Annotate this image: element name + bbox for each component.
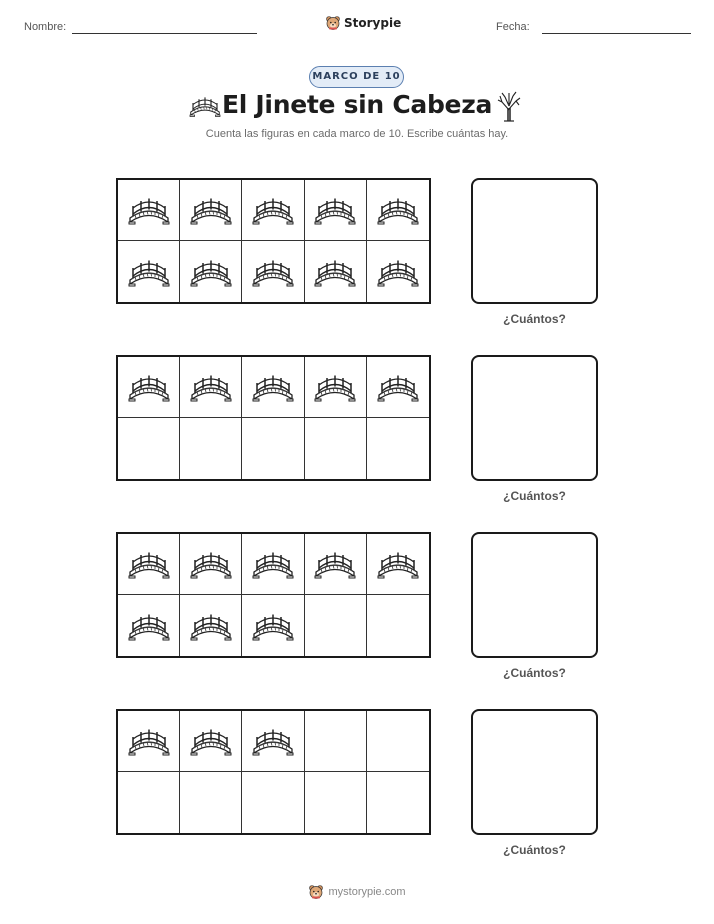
ten-frame-cell <box>118 772 180 833</box>
ten-frame-cell <box>118 534 180 595</box>
ten-frame-cell <box>305 180 367 241</box>
ten-frame-cell <box>118 418 180 479</box>
ten-frame-cell <box>367 241 429 302</box>
bridge-icon <box>251 548 295 580</box>
date-field[interactable] <box>542 33 691 34</box>
bridge-icon <box>251 256 295 288</box>
bridge-icon <box>127 371 171 403</box>
bridge-icon <box>251 194 295 226</box>
ten-frame-cell <box>118 241 180 302</box>
name-field[interactable] <box>72 33 257 34</box>
bridge-icon <box>189 256 233 288</box>
ten-frame-cell <box>305 418 367 479</box>
ten-frame-cell <box>367 595 429 656</box>
bridge-icon <box>127 548 171 580</box>
ten-frame-cell <box>118 711 180 772</box>
ten-frame-cell <box>242 241 304 302</box>
brand-logo <box>325 13 401 33</box>
bridge-icon <box>376 371 420 403</box>
bridge-icon <box>127 610 171 642</box>
ten-frame-cell <box>305 772 367 833</box>
ten-frame-cell <box>180 241 242 302</box>
bridge-icon <box>251 371 295 403</box>
footer <box>0 884 714 900</box>
ten-frame-cell <box>367 418 429 479</box>
brand-name: Storypie <box>344 16 402 30</box>
bridge-icon <box>189 548 233 580</box>
ten-frame-cell <box>180 711 242 772</box>
ten-frame-cell <box>367 534 429 595</box>
bridge-icon <box>127 256 171 288</box>
answer-label: ¿Cuántos? <box>503 489 566 503</box>
bear-mascot-icon <box>325 15 341 31</box>
bridge-icon <box>251 610 295 642</box>
tree-icon <box>494 90 524 122</box>
ten-frame-cell <box>180 357 242 418</box>
answer-box-2[interactable] <box>471 355 598 481</box>
ten-frame-cell <box>305 534 367 595</box>
ten-frame-3 <box>116 532 431 658</box>
ten-frame-cell <box>242 595 304 656</box>
bridge-icon <box>189 371 233 403</box>
bridge-icon <box>189 610 233 642</box>
ten-frame-cell <box>180 180 242 241</box>
bear-mascot-icon <box>308 884 324 900</box>
answer-box-1[interactable] <box>471 178 598 304</box>
ten-frame-cell <box>305 711 367 772</box>
ten-frame-2 <box>116 355 431 481</box>
ten-frame-cell <box>305 241 367 302</box>
footer-url: mystorypie.com <box>328 886 406 898</box>
bridge-icon <box>376 256 420 288</box>
ten-frame-cell <box>305 595 367 656</box>
ten-frame-cell <box>242 711 304 772</box>
bridge-icon <box>376 548 420 580</box>
bridge-icon <box>313 256 357 288</box>
ten-frame-4 <box>116 709 431 835</box>
bridge-icon <box>313 548 357 580</box>
answer-label: ¿Cuántos? <box>503 312 566 326</box>
date-label: Fecha: <box>496 21 530 33</box>
answer-label: ¿Cuántos? <box>503 666 566 680</box>
ten-frame-cell <box>305 357 367 418</box>
ten-frame-1 <box>116 178 431 304</box>
bridge-icon <box>313 194 357 226</box>
ten-frame-cell <box>367 180 429 241</box>
ten-frame-cell <box>180 534 242 595</box>
ten-frame-cell <box>367 711 429 772</box>
ten-frame-cell <box>118 180 180 241</box>
ten-frame-cell <box>242 418 304 479</box>
instructions: Cuenta las figuras en cada marco de 10. Escribe cuántas hay. <box>205 128 509 140</box>
worksheet-header <box>0 0 714 50</box>
ten-frame-cell <box>118 357 180 418</box>
answer-label: ¿Cuántos? <box>503 843 566 857</box>
ten-frame-cell <box>180 772 242 833</box>
ten-frame-cell <box>367 772 429 833</box>
ten-frame-cell <box>242 180 304 241</box>
worksheet-type-badge: MARCO DE 10 <box>309 66 404 88</box>
answer-box-4[interactable] <box>471 709 598 835</box>
ten-frame-cell <box>180 595 242 656</box>
answer-box-3[interactable] <box>471 532 598 658</box>
bridge-icon <box>189 194 233 226</box>
ten-frame-cell <box>118 595 180 656</box>
ten-frame-cell <box>242 357 304 418</box>
bridge-icon <box>127 725 171 757</box>
ten-frame-cell <box>242 772 304 833</box>
ten-frame-cell <box>180 418 242 479</box>
ten-frame-cell <box>367 357 429 418</box>
name-label: Nombre: <box>24 21 67 33</box>
bridge-icon <box>251 725 295 757</box>
bridge-icon <box>189 725 233 757</box>
bridge-icon <box>127 194 171 226</box>
ten-frame-cell <box>242 534 304 595</box>
bridge-icon <box>376 194 420 226</box>
page-title: El Jinete sin Cabeza <box>221 90 493 119</box>
bridge-icon <box>313 371 357 403</box>
